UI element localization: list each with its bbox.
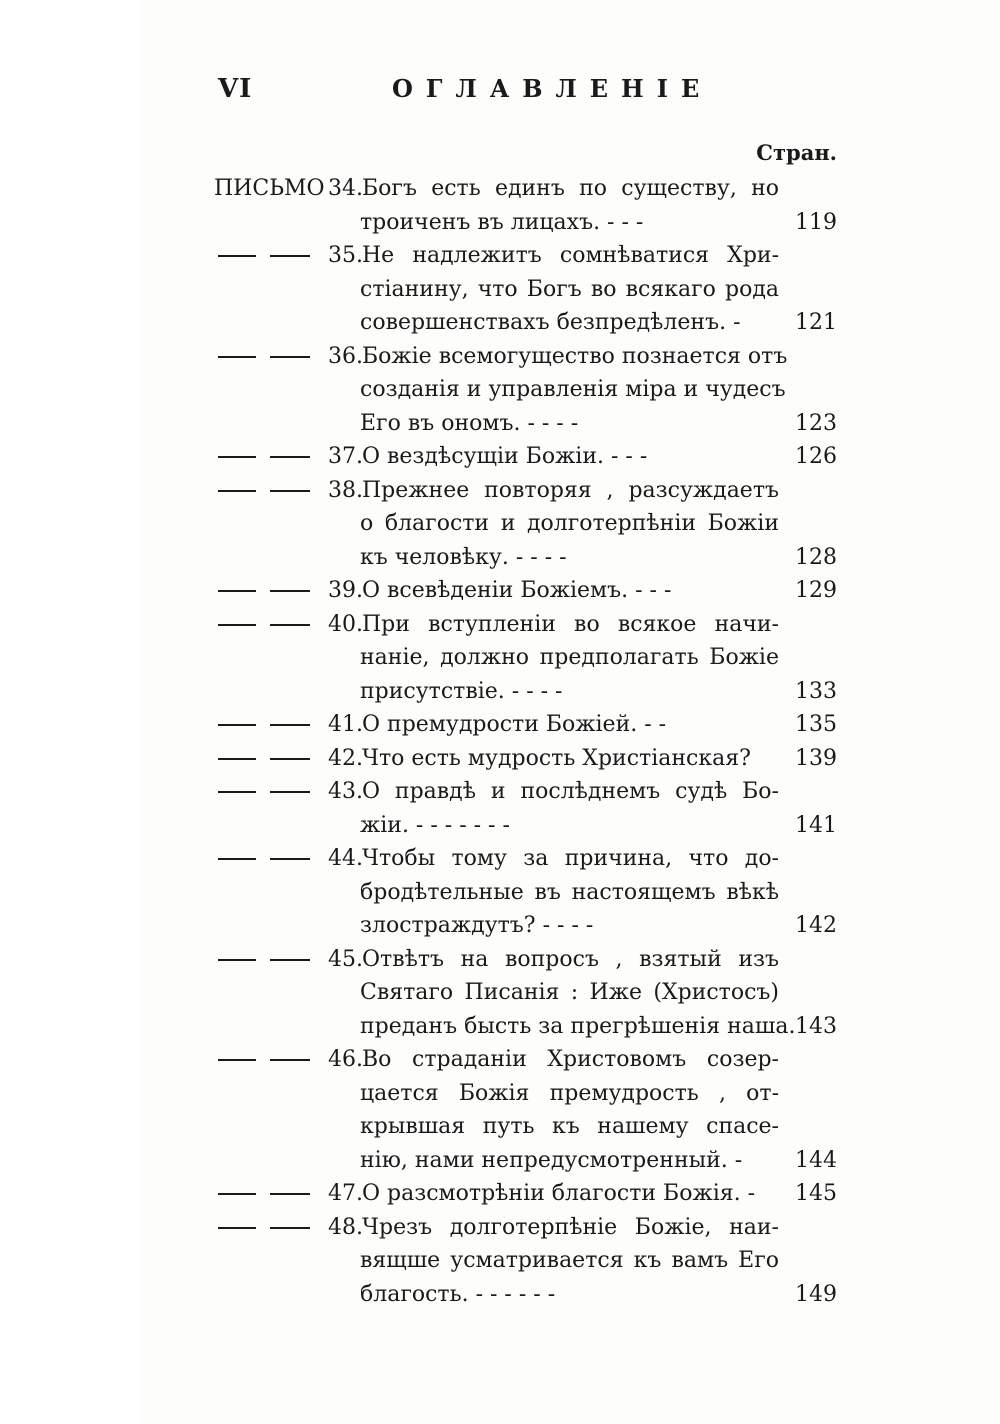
ditto-dash — [270, 255, 310, 257]
toc-line — [214, 976, 839, 1010]
ditto-dash — [270, 456, 310, 458]
toc-line — [214, 943, 839, 977]
ditto-dash — [270, 959, 310, 961]
entry-title-text: О вездѣсущіи Божіи. - - - — [362, 444, 648, 469]
ditto-dash — [218, 1059, 256, 1061]
letter-number: 40. — [328, 611, 363, 637]
ditto-dash — [218, 356, 256, 358]
entry-title-text: Не надлежитъ сомнѣватися Хри- — [362, 243, 779, 268]
toc-line — [214, 440, 839, 474]
page-reference: 129 — [795, 578, 837, 603]
entry-title-text: Во страданіи Христовомъ созер- — [362, 1047, 779, 1072]
toc-line — [214, 1211, 839, 1245]
ditto-dash — [218, 959, 256, 961]
ditto-dash — [270, 490, 310, 492]
toc-entry — [214, 742, 839, 776]
entry-title-text: жіи. - - - - - - - — [360, 812, 510, 838]
toc-entry — [214, 1211, 839, 1312]
letter-number: 43. — [328, 779, 363, 804]
page-reference: 121 — [795, 310, 837, 335]
entry-title-text: О правдѣ и послѣднемъ судѣ Бо- — [362, 779, 779, 804]
ditto-dash — [218, 791, 256, 793]
toc-entry — [214, 440, 839, 474]
ditto-dash — [218, 858, 256, 860]
letter-number: 48. — [328, 1214, 363, 1240]
toc-entry — [214, 708, 839, 742]
toc-entry — [214, 943, 839, 1044]
entry-title-text: къ человѣку. - - - - — [360, 544, 567, 570]
entry-title-text: Богъ есть единъ по существу, но — [362, 176, 779, 201]
letter-number: 34. — [328, 176, 363, 201]
toc-line — [214, 809, 839, 843]
entry-title-text: цается Божія премудрость , от- — [360, 1080, 779, 1106]
table-of-contents — [214, 172, 839, 1311]
toc-line — [214, 507, 839, 541]
toc-line — [214, 206, 839, 240]
toc-entry — [214, 574, 839, 608]
toc-line — [214, 340, 839, 374]
entry-title-text: О всевѣденіи Божіемъ. - - - — [362, 578, 672, 603]
page-reference: 135 — [795, 712, 837, 737]
letter-number: 36. — [328, 343, 363, 369]
ditto-dash — [270, 590, 310, 592]
page-header — [0, 74, 1000, 114]
toc-entry — [214, 239, 839, 340]
toc-line — [214, 675, 839, 709]
letter-number: 38. — [328, 477, 363, 503]
entry-title-text: Чтобы тому за причина, что до- — [362, 846, 779, 871]
entry-title-text: О разсмотрѣніи благости Божія. - — [362, 1181, 756, 1206]
page-reference: 142 — [795, 913, 837, 938]
toc-entry — [214, 608, 839, 709]
letter-number: 35. — [328, 243, 363, 268]
toc-line — [214, 574, 839, 608]
ditto-dash — [218, 590, 256, 592]
entry-title-text: благость. - - - - - - — [360, 1281, 556, 1307]
ditto-dash — [218, 1193, 256, 1195]
page-reference: 143 — [795, 1013, 837, 1039]
entry-title-text: Отвѣтъ на вопросъ , взятый изъ — [362, 946, 779, 972]
entry-title-text: нію, нами непредусмотренный. - — [360, 1147, 743, 1173]
entry-title-text: троиченъ въ лицахъ. - - - — [360, 209, 644, 235]
letter-number: 37. — [328, 444, 363, 469]
page-column-label: Стран. — [756, 140, 837, 165]
entry-title-text: злостраждутъ? - - - - — [360, 913, 594, 938]
entry-title-text: О премудрости Божіей. - - — [362, 712, 667, 737]
ditto-dash — [270, 624, 310, 626]
entry-title-text: Что есть мудрость Христіанская? — [362, 745, 751, 771]
toc-line — [214, 1278, 839, 1312]
letter-number: 44. — [328, 846, 363, 871]
toc-line — [214, 172, 839, 206]
toc-line — [214, 407, 839, 441]
entry-title-text: присутствіе. - - - - — [360, 678, 563, 704]
entry-title-text: созданія и управленія міра и чудесъ — [360, 377, 786, 402]
letter-number: 39. — [328, 578, 363, 603]
entry-title-text: Чрезъ долготерпѣніе Божіе, наи- — [362, 1214, 779, 1240]
page-reference: 126 — [795, 444, 837, 469]
toc-line — [214, 1043, 839, 1077]
entry-title-text: Божіе всемогущество познается отъ — [362, 343, 788, 369]
entry-title-text: наніе, должно предполагать Божіе — [360, 645, 779, 670]
letter-number: 47. — [328, 1181, 363, 1206]
toc-line — [214, 608, 839, 642]
toc-line — [214, 708, 839, 742]
entry-title-text: совершенствахъ безпредѣленъ. - — [360, 310, 741, 335]
ditto-dash — [218, 758, 256, 760]
toc-entry — [214, 172, 839, 239]
toc-entry — [214, 775, 839, 842]
toc-entry — [214, 474, 839, 575]
toc-line — [214, 1177, 839, 1211]
entry-title-text: Святаго Писанія : Иже (Христосъ) — [360, 980, 779, 1005]
toc-line — [214, 1110, 839, 1144]
toc-line — [214, 909, 839, 943]
toc-entry — [214, 340, 839, 441]
toc-line — [214, 1077, 839, 1111]
entry-title-text: вящше усматривается къ вамъ Его — [360, 1248, 779, 1273]
toc-line — [214, 239, 839, 273]
page-number: VI — [218, 74, 253, 104]
page-reference: 145 — [795, 1181, 837, 1206]
toc-line — [214, 1144, 839, 1178]
toc-line — [214, 1010, 839, 1044]
ditto-dash — [270, 1227, 310, 1229]
toc-line — [214, 474, 839, 508]
ditto-dash — [270, 724, 310, 726]
entry-title-text: бродѣтельные въ настоящемъ вѣкѣ — [360, 879, 779, 905]
page-reference: 123 — [795, 410, 837, 436]
toc-line — [214, 641, 839, 675]
page-reference: 133 — [795, 678, 837, 704]
toc-entry — [214, 842, 839, 943]
entry-title-text: При вступленіи во всякое начи- — [362, 611, 779, 637]
letter-prefix: ПИСЬМО — [214, 176, 325, 201]
ditto-dash — [270, 858, 310, 860]
letter-number: 41. — [328, 712, 363, 737]
toc-line — [214, 842, 839, 876]
toc-line — [214, 273, 839, 307]
page-reference: 119 — [795, 209, 837, 235]
ditto-dash — [270, 356, 310, 358]
entry-title-text: о благости и долготерпѣніи Божіи — [360, 511, 779, 536]
toc-line — [214, 1244, 839, 1278]
page-reference: 149 — [795, 1281, 837, 1307]
toc-entry — [214, 1043, 839, 1177]
ditto-dash — [270, 1059, 310, 1061]
entry-title-text: преданъ бысть за прегрѣшенія наша. — [360, 1013, 796, 1039]
toc-line — [214, 373, 839, 407]
toc-line — [214, 775, 839, 809]
ditto-dash — [218, 490, 256, 492]
entry-title-text: крывшая путь къ нашему спасе- — [360, 1114, 779, 1139]
ditto-dash — [218, 724, 256, 726]
ditto-dash — [218, 456, 256, 458]
page-reference: 141 — [795, 812, 837, 838]
ditto-dash — [218, 255, 256, 257]
ditto-dash — [218, 624, 256, 626]
page-reference: 128 — [795, 544, 837, 570]
page-reference: 144 — [795, 1147, 837, 1173]
toc-line — [214, 541, 839, 575]
ditto-dash — [218, 1227, 256, 1229]
toc-entry — [214, 1177, 839, 1211]
toc-line — [214, 742, 839, 776]
page-reference: 139 — [795, 745, 837, 771]
letter-number: 45. — [328, 946, 363, 972]
toc-line — [214, 876, 839, 910]
letter-number: 42. — [328, 745, 363, 771]
entry-title-text: стіанину, что Богъ во всякаго рода — [360, 276, 779, 302]
toc-line — [214, 306, 839, 340]
ditto-dash — [270, 791, 310, 793]
ditto-dash — [270, 1193, 310, 1195]
entry-title-text: Его въ ономъ. - - - - — [360, 410, 579, 436]
letter-number: 46. — [328, 1047, 363, 1072]
ditto-dash — [270, 758, 310, 760]
entry-title-text: Прежнее повторяя , разсуждаетъ — [362, 477, 779, 503]
page-title: ОГЛАВЛЕНІЕ — [392, 74, 713, 103]
